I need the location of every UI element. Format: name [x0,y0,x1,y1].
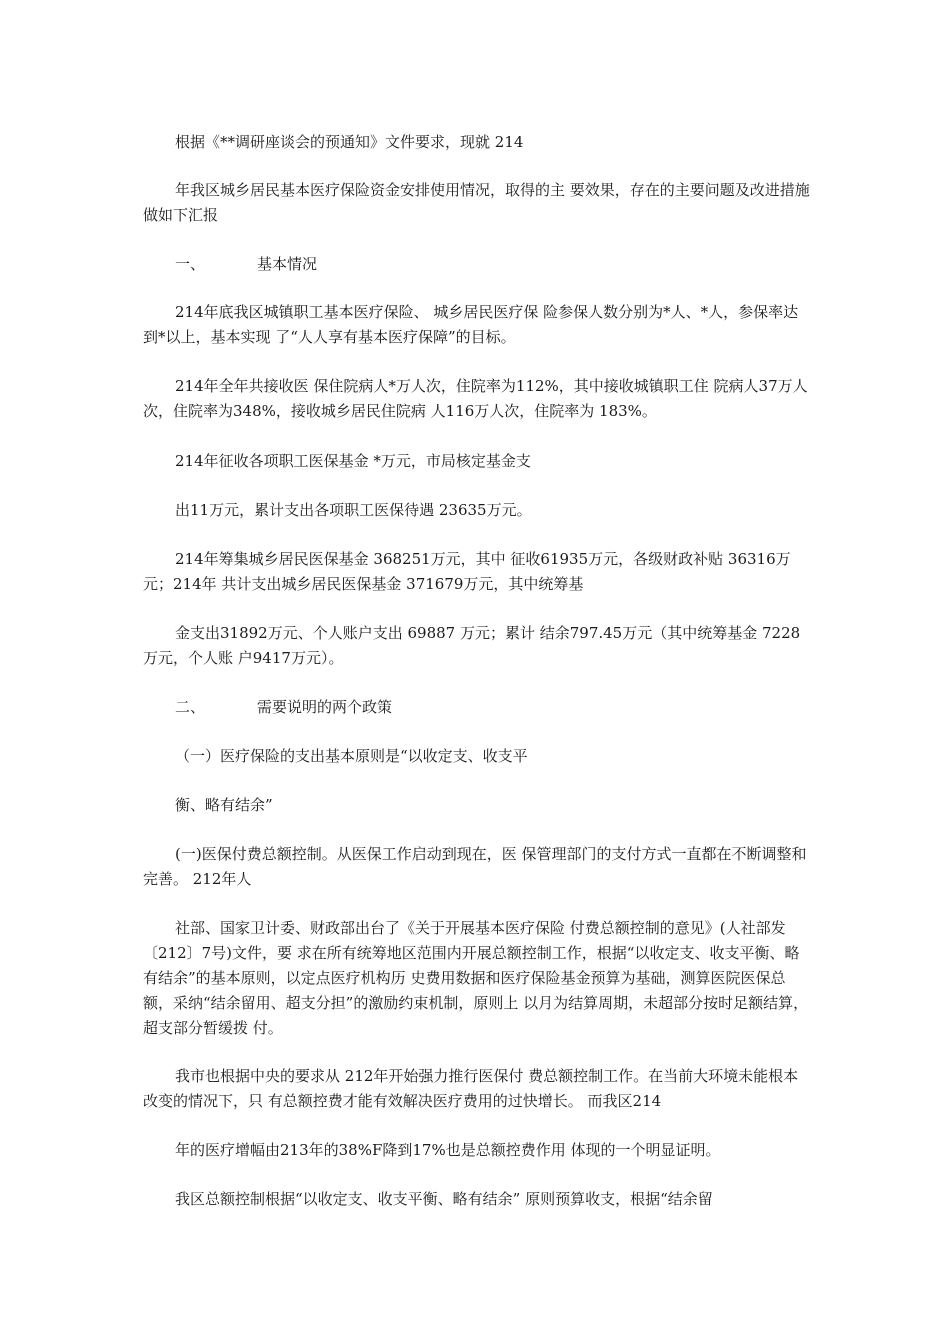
paragraph: 我区总额控制根据“以收定支、收支平衡、略有结余” 原则预算收支，根据“结余留 [175,1190,713,1208]
paragraph: 214年征收各项职工医保基金 *万元，市局核定基金支 [175,452,531,470]
section-number: 二、 [175,698,206,716]
paragraph: 衡、略有结余” [175,796,273,814]
paragraph: 214年底我区城镇职工基本医疗保险、 城乡居民医疗保 险参保人数分别为*人、*人，参保率达到*以上，基本实现 了“人人享有基本医疗保障”的目标。 [143,303,799,346]
paragraph: 214年全年共接收医 保住院病人*万人次，住院率为112%，其中接收城镇职工住 院病人37万人次，住院率为348%，接收城乡居民住院病 人116万人次，住院率为 183%。 [143,377,808,420]
paragraph: 根据《**调研座谈会的预通知》文件要求，现就 214 [175,133,524,151]
paragraph: （一）医疗保险的支出基本原则是“以收定支、收支平 [175,747,528,765]
paragraph: 金支出31892万元、个人账户支出 69887 万元；累计 结余797.45万元（其中统筹基金 7228万元，个人账 户9417万元）。 [143,624,801,667]
paragraph: 社部、国家卫计委、财政部出台了《关于开展基本医疗保险 付费总额控制的意见》(人社部发〔212〕7号)文件，要 求在所有统筹地区范围内开展总额控制工作，根据“以收定支、收支平衡、略有结余”的基本原则，以定点医疗机构历 史费用数据和医疗保险基金预算为基础，测算医院医保总 额，采纳“结余留用、超支分担”的激励约束机制，原则上 以月为结算周期，未超部分按时足额结算，超支部分暂缓拨 付。 [143,919,809,1037]
paragraph: 年我区城乡居民基本医疗保险资金安排使用情况，取得的主 要效果，存在的主要问题及改进措施做如下汇报 [143,181,810,224]
paragraph: 出11万元，累计支出各项职工医保待遇 23635万元。 [175,501,532,519]
paragraph: 214年筹集城乡居民医保基金 368251万元，其中 征收61935万元，各级财政补贴 36316万元；214年 共计支出城乡居民医保基金 371679万元，其中统筹基 [143,550,791,593]
section-title: 基本情况 [257,255,318,273]
paragraph: (一)医保付费总额控制。从医保工作启动到现在，医 保管理部门的支付方式一直都在不断调整和完善。 212年人 [143,845,807,888]
paragraph: 我市也根据中央的要求从 212年开始强力推行医保付 费总额控制工作。在当前大环境未能根本改变的情况下，只 有总额控费才能有效解决医疗费用的过快增长。 而我区214 [143,1067,799,1110]
section-heading-2 [143,695,811,720]
section-title: 需要说明的两个政策 [257,698,393,716]
section-heading-1 [143,252,811,277]
section-number: 一、 [175,255,206,273]
paragraph: 年的医疗增幅由213年的38%F降到17%也是总额控费作用 体现的一个明显证明。 [175,1141,721,1159]
